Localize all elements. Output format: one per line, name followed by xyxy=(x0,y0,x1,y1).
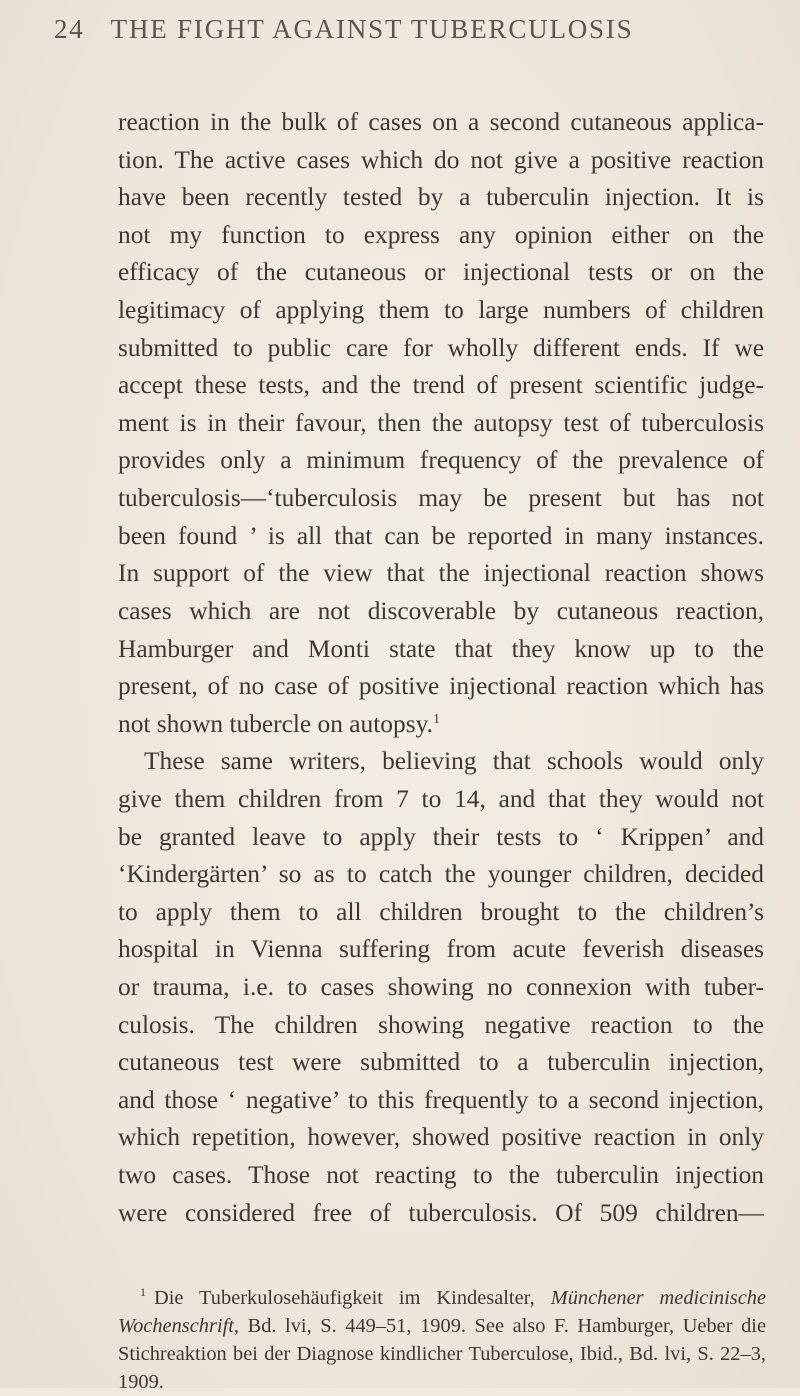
running-title: THE FIGHT AGAINST TUBERCULOSIS xyxy=(110,14,634,44)
text-line: give them children from 7 to 14, and that they would not xyxy=(118,784,764,813)
text-line: In support of the view that the injectional reaction shows xyxy=(118,559,764,588)
footnote-line: 1909. xyxy=(118,1371,164,1393)
text-line: which repetition, however, showed positive reaction in only xyxy=(118,1123,764,1152)
text-line: be granted leave to apply their tests to ‘ Krippen’ and xyxy=(118,822,764,851)
text-line: ment is in their favour, then the autopsy test of tuberculosis xyxy=(118,408,764,437)
footnote-marker: 1 xyxy=(140,1285,146,1299)
footnote-text: Die Tuberkulosehäufigkeit im Kindesalter, xyxy=(154,1287,551,1309)
text-line: or trauma, i.e. to cases showing no connexion with tuber- xyxy=(118,973,764,1002)
text-line-paragraph-start: These same writers, believing that schools would only xyxy=(144,747,764,776)
text-line: provides only a minimum frequency of the prevalence of xyxy=(118,446,764,475)
footnote-reference[interactable]: 1 xyxy=(432,711,440,727)
text-line: cases which are not discoverable by cutaneous reaction, xyxy=(118,596,764,625)
text-line: to apply them to all children brought to the children’s xyxy=(118,897,764,926)
footnote-journal-title: Münchener medicinische xyxy=(550,1287,766,1309)
text-line: not my function to express any opinion either on the xyxy=(118,220,764,249)
text-line: tuberculosis—‘tuberculosis may be present but has not xyxy=(118,484,764,513)
text-line: have been recently tested by a tuberculin injection. It is xyxy=(118,183,764,212)
footnote-text: , Bd. lvi, S. 449–51, 1909. See also F. Hamburger, Ueber die xyxy=(233,1315,766,1337)
text-line: reaction in the bulk of cases on a second cutaneous applica- xyxy=(118,108,764,136)
text-line-content: not shown tubercle on autopsy. xyxy=(118,709,433,738)
footnote-journal-title: Wochenschrift xyxy=(118,1315,234,1337)
footnote-line: Stichreaktion bei der Diagnose kindlicher Tuberculose, Ibid., Bd. lvi, S. 22–3, xyxy=(118,1343,766,1365)
text-line: tion. The active cases which do not give a positive reaction xyxy=(118,145,764,174)
page-number: 24 xyxy=(54,14,85,44)
text-line: two cases. Those not reacting to the tuberculin injection xyxy=(118,1161,764,1190)
text-line-paragraph-end xyxy=(118,706,764,744)
text-line: hospital in Vienna suffering from acute feverish diseases xyxy=(118,935,764,964)
text-line: were considered free of tuberculosis. Of 509 children— xyxy=(118,1198,764,1227)
text-line: Hamburger and Monti state that they know up to the xyxy=(118,634,764,663)
running-head xyxy=(54,14,766,54)
text-line: ‘Kindergärten’ so as to catch the younger children, decided xyxy=(118,860,764,889)
text-line: been found ’ is all that can be reported in many instances. xyxy=(118,521,764,550)
text-line: submitted to public care for wholly different ends. If we xyxy=(118,333,764,362)
text-line: cutaneous test were submitted to a tuberculin injection, xyxy=(118,1048,764,1077)
text-line: legitimacy of applying them to large numbers of children xyxy=(118,296,764,325)
body-text xyxy=(118,104,764,1232)
text-line: efficacy of the cutaneous or injectional tests or on the xyxy=(118,258,764,287)
footnote-line xyxy=(118,1312,766,1340)
text-line: and those ‘ negative’ to this frequently to a second injection, xyxy=(118,1085,764,1114)
footnote xyxy=(118,1284,766,1396)
footnote-line xyxy=(118,1284,766,1312)
text-line: culosis. The children showing negative reaction to the xyxy=(118,1010,764,1039)
text-line: accept these tests, and the trend of present scientific judge- xyxy=(118,371,764,400)
text-line: present, of no case of positive injectional reaction which has xyxy=(118,672,764,701)
